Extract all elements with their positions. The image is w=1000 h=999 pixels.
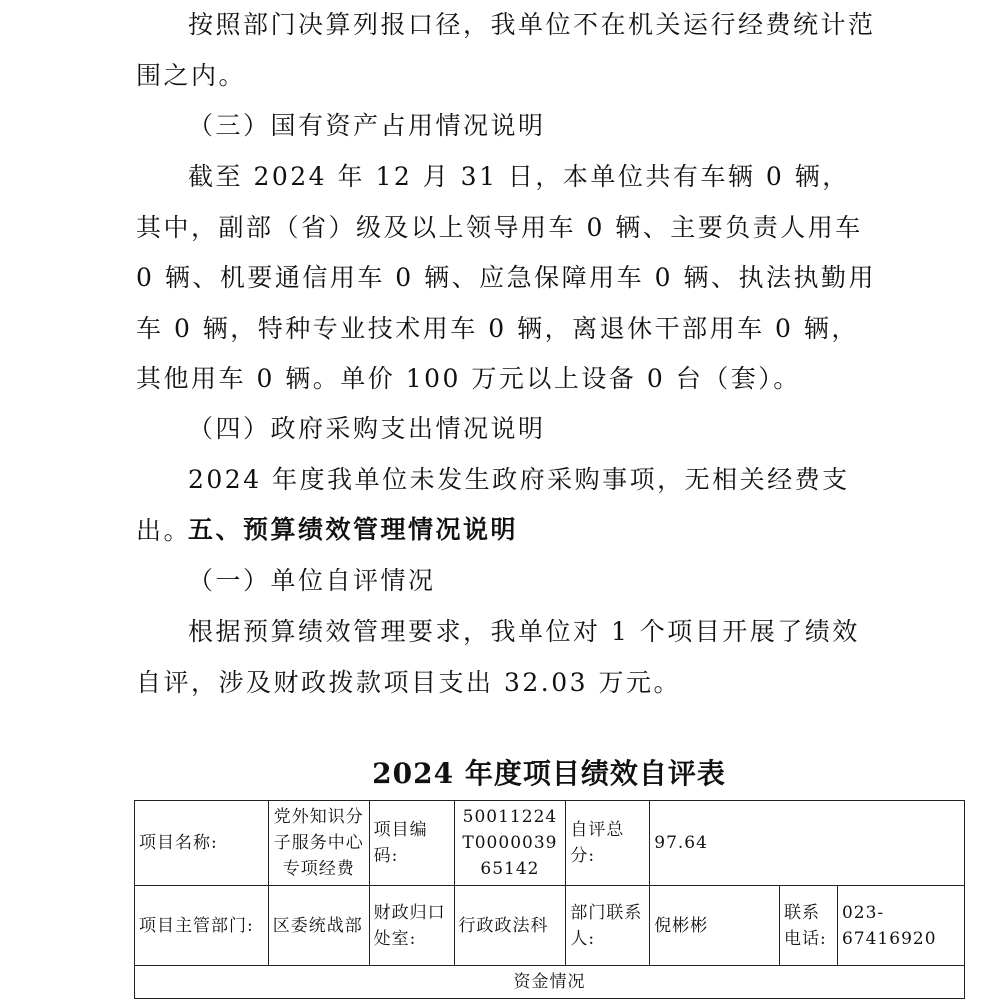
paragraph-procurement: 2024 年度我单位未发生政府采购事项，无相关经费支出。 xyxy=(136,465,850,545)
label-project-name: 项目名称: xyxy=(135,801,269,886)
label-phone: 联系电话: xyxy=(780,886,838,966)
section-funding: 资金情况 xyxy=(135,966,965,999)
office: 行政政法科 xyxy=(454,886,566,966)
project-code: 50011224T000003965142 xyxy=(454,801,566,886)
table-row xyxy=(135,801,965,886)
self-score: 97.64 xyxy=(650,801,965,886)
heading-performance: 五、预算绩效管理情况说明 xyxy=(188,515,519,544)
heading-self-evaluation: （一）单位自评情况 xyxy=(188,566,436,595)
phone: 023-67416920 xyxy=(837,886,964,966)
table-title: 2024 年度项目绩效自评表 xyxy=(372,757,726,790)
dept: 区委统战部 xyxy=(268,886,369,966)
table-row xyxy=(135,886,965,966)
heading-state-assets: （三）国有资产占用情况说明 xyxy=(188,111,546,140)
paragraph-vehicles: 截至 2024 年 12 月 31 日，本单位共有车辆 0 辆，其中，副部（省）级及以上领导用车 0 辆、主要负责人用车 0 辆、机要通信用车 0 辆、应急保障用车 0 辆、执法执勤用车 0 辆，特种专业技术用车 0 辆，离退休干部用车 0 辆，其他用车 0 辆。单价 100 万元以上设备 0 台（套）。 xyxy=(136,162,876,393)
heading-procurement: （四）政府采购支出情况说明 xyxy=(188,414,546,443)
label-dept: 项目主管部门: xyxy=(135,886,269,966)
label-contact: 部门联系人: xyxy=(566,886,650,966)
label-self-score: 自评总分: xyxy=(566,801,650,886)
contact: 倪彬彬 xyxy=(650,886,780,966)
paragraph-self-evaluation: 根据预算绩效管理要求，我单位对 1 个项目开展了绩效自评，涉及财政拨款项目支出 32.03 万元。 xyxy=(136,617,860,697)
project-name: 党外知识分子服务中心专项经费 xyxy=(268,801,369,886)
performance-table xyxy=(134,800,965,999)
label-office: 财政归口处室: xyxy=(369,886,454,966)
label-project-code: 项目编码: xyxy=(369,801,454,886)
paragraph-admin-cost: 按照部门决算列报口径，我单位不在机关运行经费统计范围之内。 xyxy=(136,10,876,90)
